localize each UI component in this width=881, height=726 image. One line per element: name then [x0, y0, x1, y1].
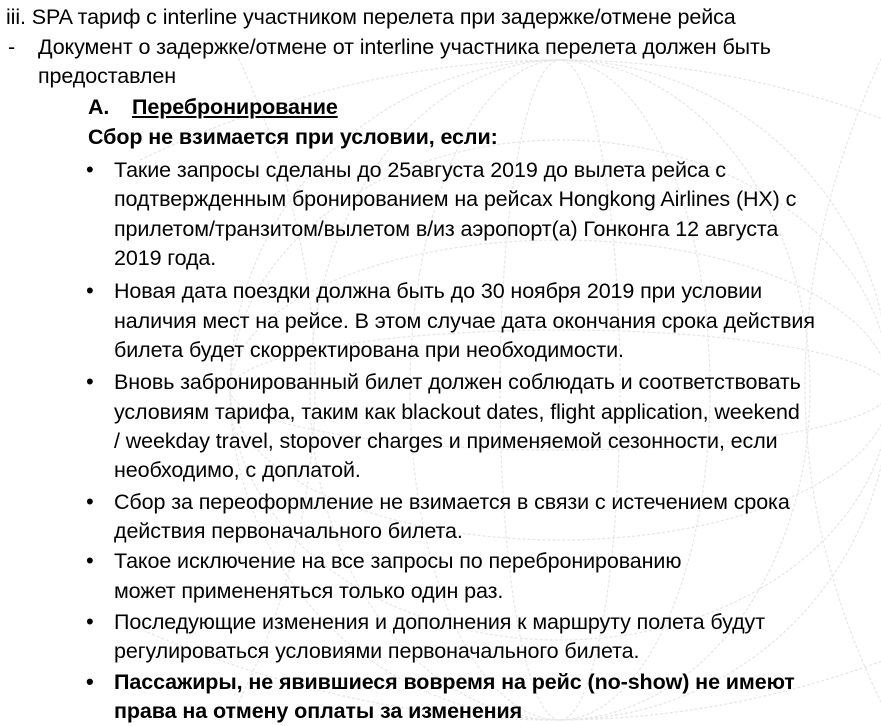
document-requirement-line-1: Документ о задержке/отмене от interline участника перелета должен быть [38, 35, 771, 59]
section-a-condition: Сбор не взимается при условии, если: [88, 125, 498, 149]
bullet-5-line-2: может примененяться только один раз. [114, 579, 504, 603]
bullet-6-line-2: регулироваться условиями первоначального билета. [114, 639, 640, 663]
section-a-letter: A. [88, 95, 110, 119]
bullet-6-line-1: Последующие изменения и дополнения к маршруту полета будут [114, 610, 765, 634]
section-a-title: Перебронирование [132, 95, 338, 119]
bullet-3-line-1: Вновь забронированный билет должен соблюдать и соответствовать [114, 370, 801, 394]
bullet-7-line-2: права на отмену оплаты за изменения [114, 699, 523, 723]
bullet-1-line-2: подтвержденным бронированием на рейсах Hongkong Airlines (HX) с [114, 187, 797, 211]
bullet-2-line-3: билета будет скорректирована при необходимости. [114, 338, 624, 362]
bullet-4-line-2: действия первоначального билета. [114, 519, 463, 543]
bullet-3-line-4: необходимо, с доплатой. [114, 458, 361, 482]
bullet-marker: • [86, 669, 94, 694]
bullet-5-line-1: Такое исключение на все запросы по перебронированию [114, 549, 682, 573]
bullet-3-line-2: условиям тарифа, таким как blackout dates, flight application, weekend [114, 400, 800, 424]
bullet-3-line-3: / weekday travel, stopover charges и применяемой сезонности, если [114, 429, 778, 453]
bullet-2-line-2: наличия мест на рейсе. В этом случае дата окончания срока действия [114, 309, 815, 333]
bullet-marker: • [86, 609, 94, 634]
bullet-7-line-1: Пассажиры, не явившиеся вовремя на рейс (no-show) не имеют [114, 670, 795, 694]
bullet-marker: • [86, 157, 94, 182]
item-iii-heading: iii. SPA тариф с interline участником перелета при задержке/отмене рейса [6, 5, 736, 29]
dash-marker: - [8, 35, 16, 59]
bullet-1-line-4: 2019 года. [114, 246, 217, 270]
bullet-4-line-1: Сбор за переоформление не взимается в связи с истечением срока [114, 490, 790, 514]
bullet-1-line-1: Такие запросы сделаны до 25августа 2019 до вылета рейса с [114, 158, 726, 182]
bullet-marker: • [86, 369, 94, 394]
bullet-marker: • [86, 278, 94, 303]
bullet-marker: • [86, 548, 94, 573]
bullet-1-line-3: прилетом/транзитом/вылетом в/из аэропорт(а) Гонконга 12 августа [114, 217, 779, 241]
document-requirement-line-2: предоставлен [38, 64, 177, 88]
bullet-marker: • [86, 489, 94, 514]
bullet-2-line-1: Новая дата поездки должна быть до 30 ноября 2019 при условии [114, 279, 763, 303]
